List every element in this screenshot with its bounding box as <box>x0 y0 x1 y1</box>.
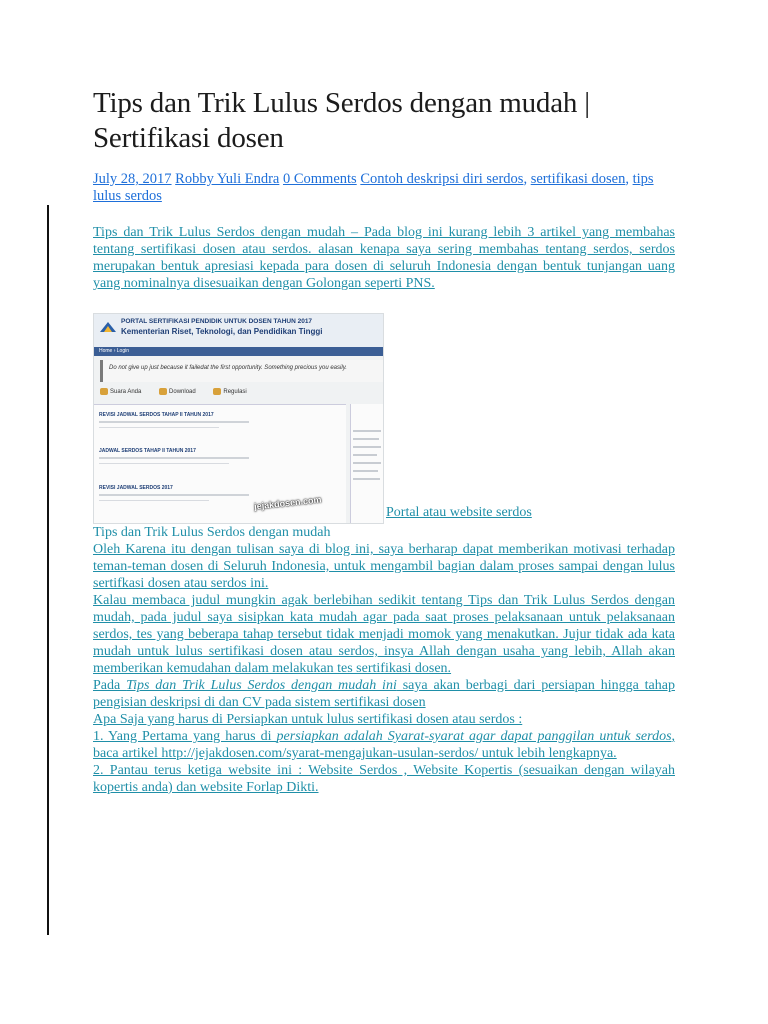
portal-section <box>99 485 173 491</box>
text-run: 1. Yang Pertama yang harus di <box>93 729 277 744</box>
portal-text-line <box>353 478 380 480</box>
portal-section-title: JADWAL SERDOS TAHAP II TAHUN 2017 <box>99 448 196 454</box>
post-meta <box>93 171 675 205</box>
portal-btn-label: Suara Anda <box>110 389 142 396</box>
text-run-italic: persiapkan adalah Syarat-syarat agar dapat panggilan untuk serdos <box>276 729 672 744</box>
portal-btn-suara <box>100 389 149 395</box>
portal-text-line <box>99 427 219 428</box>
portal-text-line <box>353 462 381 464</box>
portal-quote: Do not give up just because it failedat the first opportunity. Something precious you easily. <box>100 360 383 382</box>
watermark-text: jejakdosen.com <box>253 494 322 512</box>
portal-text-line <box>353 446 381 448</box>
tag-link-sertifikasi-dosen[interactable]: sertifikasi dosen <box>530 171 626 187</box>
page-title: Tips dan Trik Lulus Serdos dengan mudah | Sertifikasi dosen <box>93 87 590 154</box>
ministry-logo-icon <box>99 320 117 334</box>
text-run: Pada <box>93 678 127 693</box>
list-item-1[interactable] <box>93 728 675 762</box>
portal-text-line <box>353 454 377 456</box>
list-heading[interactable]: Apa Saja yang harus di Persiapkan untuk lulus sertifikasi dosen atau serdos : <box>93 712 523 727</box>
portal-title: PORTAL SERTIFIKASI PENDIDIK UNTUK DOSEN TAHUN 2017 <box>121 318 313 325</box>
list-item-2[interactable]: 2. Pantau terus ketiga website ini : Website Serdos , Website Kopertis (sesuaikan dengan wilayah kopertis anda) dan website Forlap Dikti. <box>93 763 675 795</box>
paragraph-judul[interactable]: Kalau membaca judul mungkin agak berlebihan sedikit tentang Tips dan Trik Lulus Serdos dengan mudah, pada judul saya sisipkan kata mudah agar pada saat proses pelaksanaan untuk pelaksanaan serdos, tes yang beberapa tahap tersebut tidak menjadi momok yang menakutkan. Jujur tidak ada kata mudah untuk lulus sertifikasi dosen atau serdos, insya Allah dengan usaha yang lebih, Allah akan memberikan kemudahan dalam melakukan tes sertifikasi dosen. <box>93 593 675 676</box>
figure-caption-link[interactable]: Portal atau website serdos <box>386 505 532 520</box>
portal-text-line <box>353 438 379 440</box>
portal-nav: Home › Login <box>94 347 383 356</box>
portal-subtitle: Kementerian Riset, Teknologi, dan Pendidikan Tinggi <box>121 327 323 336</box>
portal-section-title: REVISI JADWAL SERDOS 2017 <box>99 485 173 491</box>
post-date-link[interactable]: July 28, 2017 <box>93 171 172 187</box>
text-run-italic: Tips dan Trik Lulus Serdos dengan mudah ini <box>126 678 397 693</box>
figure-row <box>93 314 675 524</box>
tag-separator: , <box>625 171 629 187</box>
paragraph-pada[interactable] <box>93 677 675 711</box>
portal-text-line <box>99 421 249 423</box>
tag-link-contoh-deskripsi[interactable]: Contoh deskripsi diri serdos <box>360 171 524 187</box>
portal-text-line <box>99 463 229 464</box>
portal-section-title: REVISI JADWAL SERDOS TAHAP II TAHUN 2017 <box>99 412 214 418</box>
portal-btn-label: Regulasi <box>223 389 247 396</box>
portal-btn-regulasi <box>213 389 254 395</box>
portal-text-line <box>99 457 249 459</box>
section-subtitle: Tips dan Trik Lulus Serdos dengan mudah <box>93 525 331 540</box>
tag-separator: , <box>523 171 528 187</box>
margin-line <box>47 205 49 935</box>
tag-link-tips-lulus-serdos[interactable]: tips lulus serdos <box>93 171 654 204</box>
portal-btn-label: Download <box>169 389 196 396</box>
portal-header <box>94 314 383 347</box>
portal-section <box>99 412 214 418</box>
intro-paragraph[interactable]: Tips dan Trik Lulus Serdos dengan mudah – Pada blog ini kurang lebih 3 artikel yang membahas tentang sertifikasi dosen atau serdos. alasan kenapa saya sering membahas tentang serdos, serdos merupakan bentuk apresiasi kepada para dosen di seluruh Indonesia dengan bentuk tunjangan uang yang nominalnya disesuaikan dengan Golongan seperti PNS. <box>93 225 675 291</box>
portal-screenshot-image <box>93 313 384 524</box>
portal-text-line <box>353 470 378 472</box>
portal-sidebar <box>350 404 383 523</box>
speech-icon <box>100 388 108 395</box>
portal-text-line <box>99 494 249 496</box>
article <box>93 86 675 796</box>
author-link[interactable]: Robby Yuli Endra <box>175 171 280 187</box>
portal-main-panel <box>94 404 346 524</box>
document-icon <box>213 388 221 395</box>
portal-btn-download <box>159 389 204 395</box>
text-run: , baca artikel http://jejakdosen.com/syarat-mengajukan-usulan-serdos/ untuk lebih lengkapnya. <box>93 729 676 761</box>
portal-text-line <box>99 500 209 501</box>
download-icon <box>159 388 167 395</box>
text-run: saya akan berbagi dari persiapan hingga tahap pengisian deskripsi di dan CV pada sistem sertifikasi dosen <box>93 678 675 710</box>
comments-link[interactable]: 0 Comments <box>282 171 357 187</box>
portal-section <box>99 448 196 454</box>
portal-buttons <box>100 388 263 395</box>
paragraph-motivasi[interactable]: Oleh Karena itu dengan tulisan saya di blog ini, saya berharap dapat memberikan motivasi terhadap teman-teman dosen di Seluruh Indonesia, untuk mengambil bagian dalam proses sampai dengan lulus sertifkasi dosen atau serdos ini. <box>93 542 675 591</box>
portal-text-line <box>353 430 381 432</box>
